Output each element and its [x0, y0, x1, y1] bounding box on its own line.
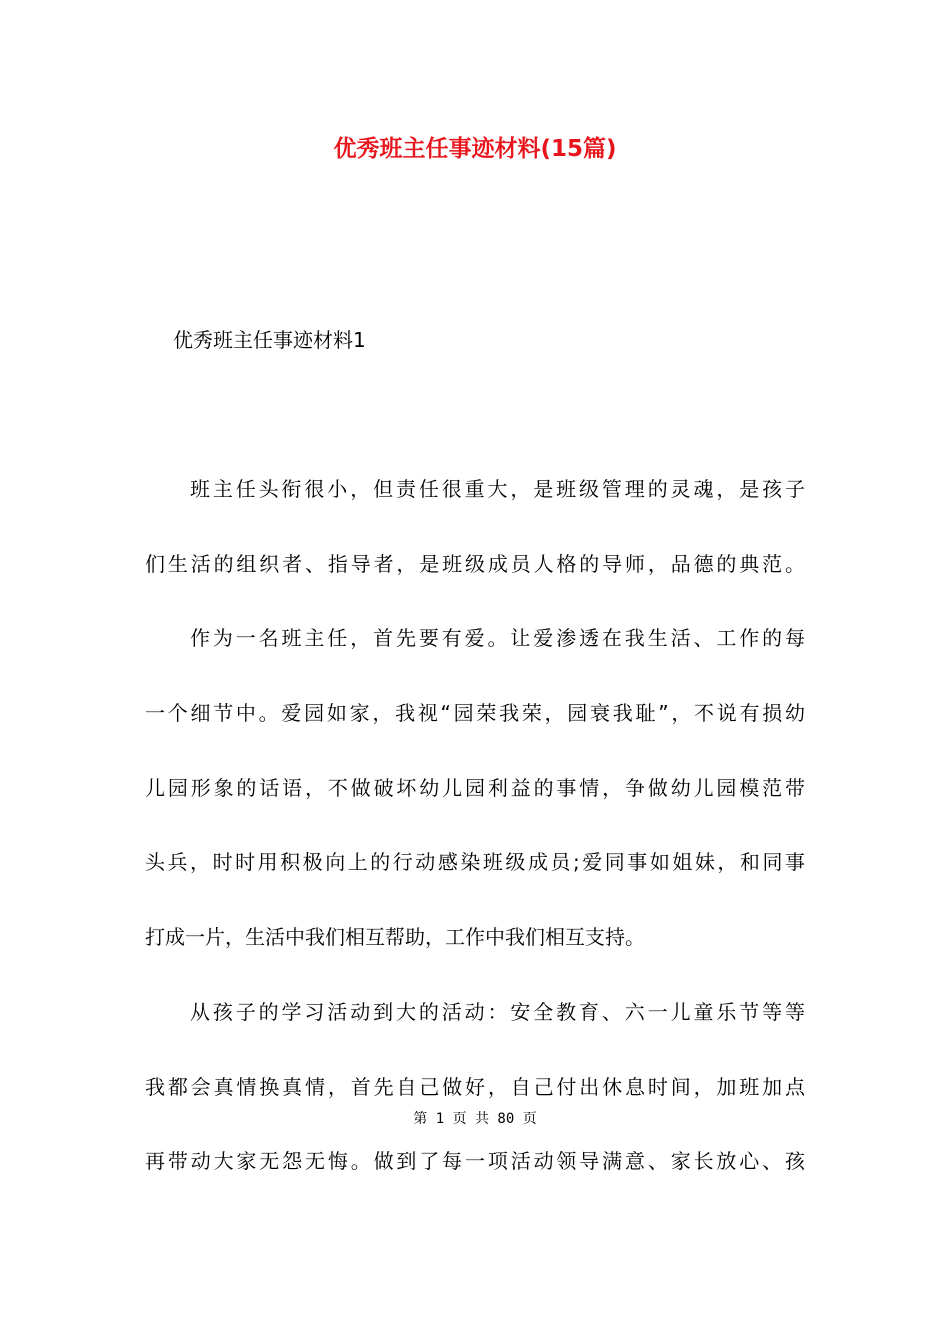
document-title: 优秀班主任事迹材料(15篇) [333, 136, 617, 162]
paragraph-line: 一个细节中。爱园如家，我视“园荣我荣，园衰我耻”，不说有损幼 [145, 701, 805, 725]
paragraph-line: 们生活的组织者、指导者，是班级成员人格的导师，品德的典范。 [145, 552, 805, 576]
paragraph-line: 从孩子的学习活动到大的活动：安全教育、六一儿童乐节等等 [190, 1000, 805, 1024]
paragraph-line: 头兵，时时用积极向上的行动感染班级成员;爱同事如姐妹，和同事 [145, 850, 805, 874]
paragraph-line: 再带动大家无怨无悔。做到了每一项活动领导满意、家长放心、孩 [145, 1149, 805, 1173]
section-heading: 优秀班主任事迹材料1 [173, 328, 366, 352]
paragraph-line: 打成一片，生活中我们相互帮助，工作中我们相互支持。 [145, 925, 645, 949]
paragraph-line: 我都会真情换真情，首先自己做好，自己付出休息时间，加班加点 [145, 1075, 805, 1099]
paragraph-line: 儿园形象的话语，不做破坏幼儿园利益的事情，争做幼儿园模范带 [145, 776, 805, 800]
paragraph-line: 班主任头衔很小，但责任很重大，是班级管理的灵魂，是孩子 [190, 477, 805, 501]
paragraph-line: 作为一名班主任，首先要有爱。让爱渗透在我生活、工作的每 [190, 626, 805, 650]
page-footer: 第 1 页 共 80 页 [413, 1111, 537, 1127]
